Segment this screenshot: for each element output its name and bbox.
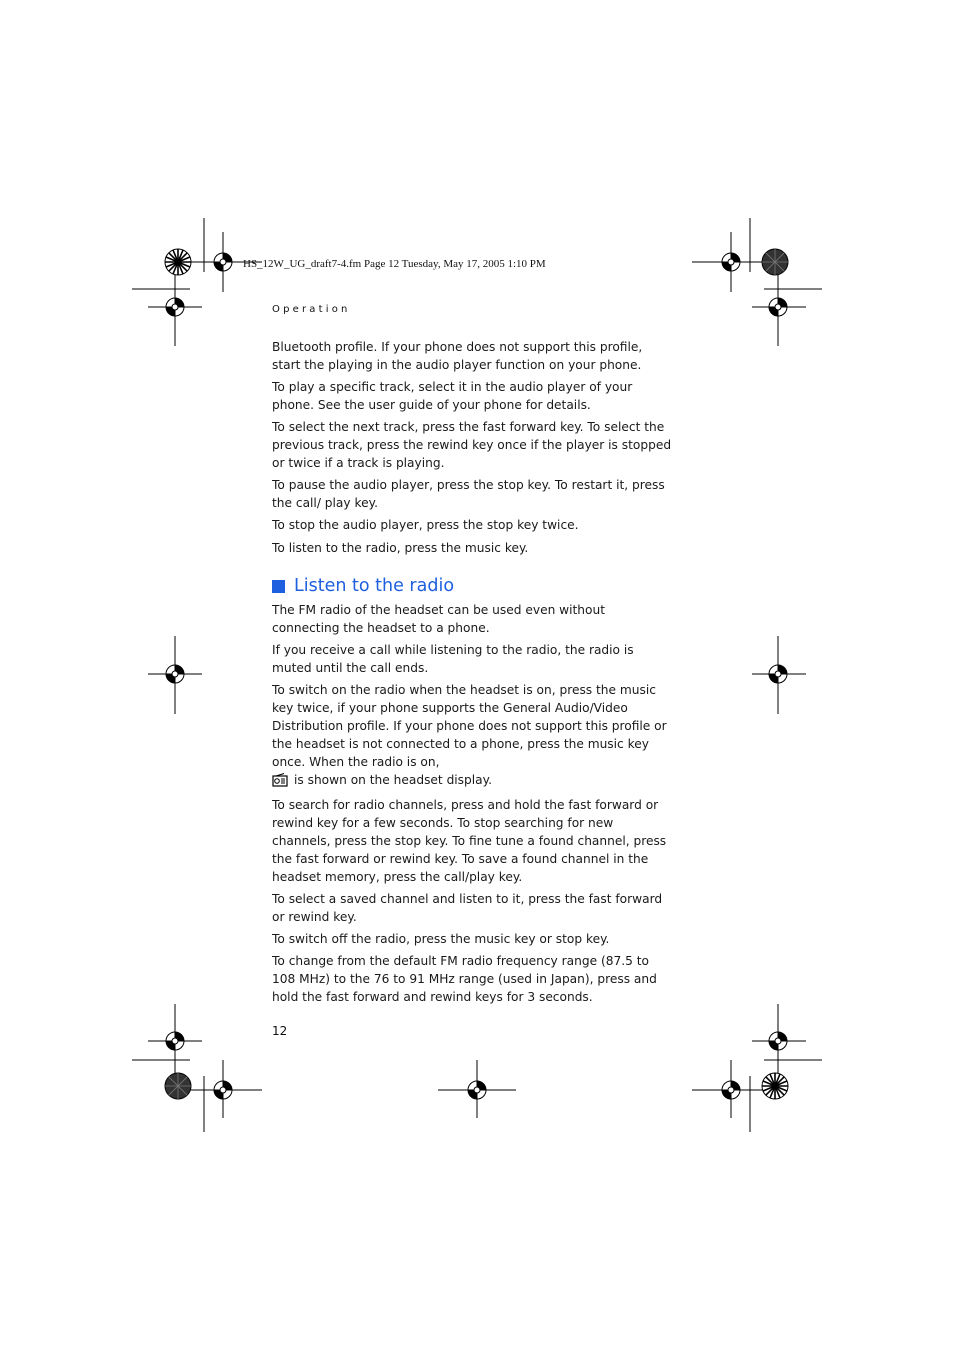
paragraph: To pause the audio player, press the stop key. To restart it, press the call/ play key. (272, 478, 665, 511)
paragraph: To search for radio channels, press and hold the fast forward or rewind key for a few seconds. To stop searching for new channels, press the stop key. To fine tune a found channel, press the fast forward or rewind key. To save a found channel in the headset memory, press the call/play key. (272, 797, 667, 884)
section-title: Listen to the radio (294, 576, 455, 596)
paragraph: To switch off the radio, press the music key or stop key. (272, 931, 610, 946)
paragraph: To select the next track, press the fast forward key. To select the previous track, press the rewind key once if the player is stopped or twice if a track is playing. (272, 420, 672, 471)
paragraph-text: To switch on the radio when the headset is on, press the music key twice, if your phone supports the General Audio/Video Distribution profile. If your phone does not support this profile or the headset is not connected to a phone, press the music key once. When the radio is on, (272, 683, 667, 769)
file-info-slug: HS_12W_UG_draft7-4.fm Page 12 Tuesday, May 17, 2005 1:10 PM (243, 258, 546, 270)
paragraph (272, 682, 674, 792)
paragraph: To select a saved channel and listen to it, press the fast forward or rewind key. (272, 891, 663, 924)
radio-icon (272, 773, 288, 793)
paragraph: To stop the audio player, press the stop key twice. (272, 518, 579, 533)
paragraph: The FM radio of the headset can be used even without connecting the headset to a phone. (272, 603, 605, 635)
section-heading (272, 574, 454, 598)
paragraph: Bluetooth profile. If your phone does not support this profile, start the playing in the audio player function on your phone. (272, 340, 643, 372)
intro-text-block (272, 339, 674, 562)
paragraph-text: is shown on the headset display. (294, 772, 492, 787)
page-number: 12 (272, 1024, 288, 1038)
heading-square-marker (272, 580, 285, 593)
paragraph: To change from the default FM radio frequency range (87.5 to 108 MHz) to the 76 to 91 MHz range (used in Japan), press and hold the fast forward and rewind keys for 3 seconds. (272, 954, 657, 1004)
running-head: Operation (272, 304, 351, 315)
paragraph: If you receive a call while listening to the radio, the radio is muted until the call ends. (272, 643, 634, 676)
section-text-block (272, 602, 674, 1011)
paragraph: To play a specific track, select it in the audio player of your phone. See the user guide of your phone for details. (272, 380, 633, 413)
paragraph: To listen to the radio, press the music key. (272, 540, 529, 555)
